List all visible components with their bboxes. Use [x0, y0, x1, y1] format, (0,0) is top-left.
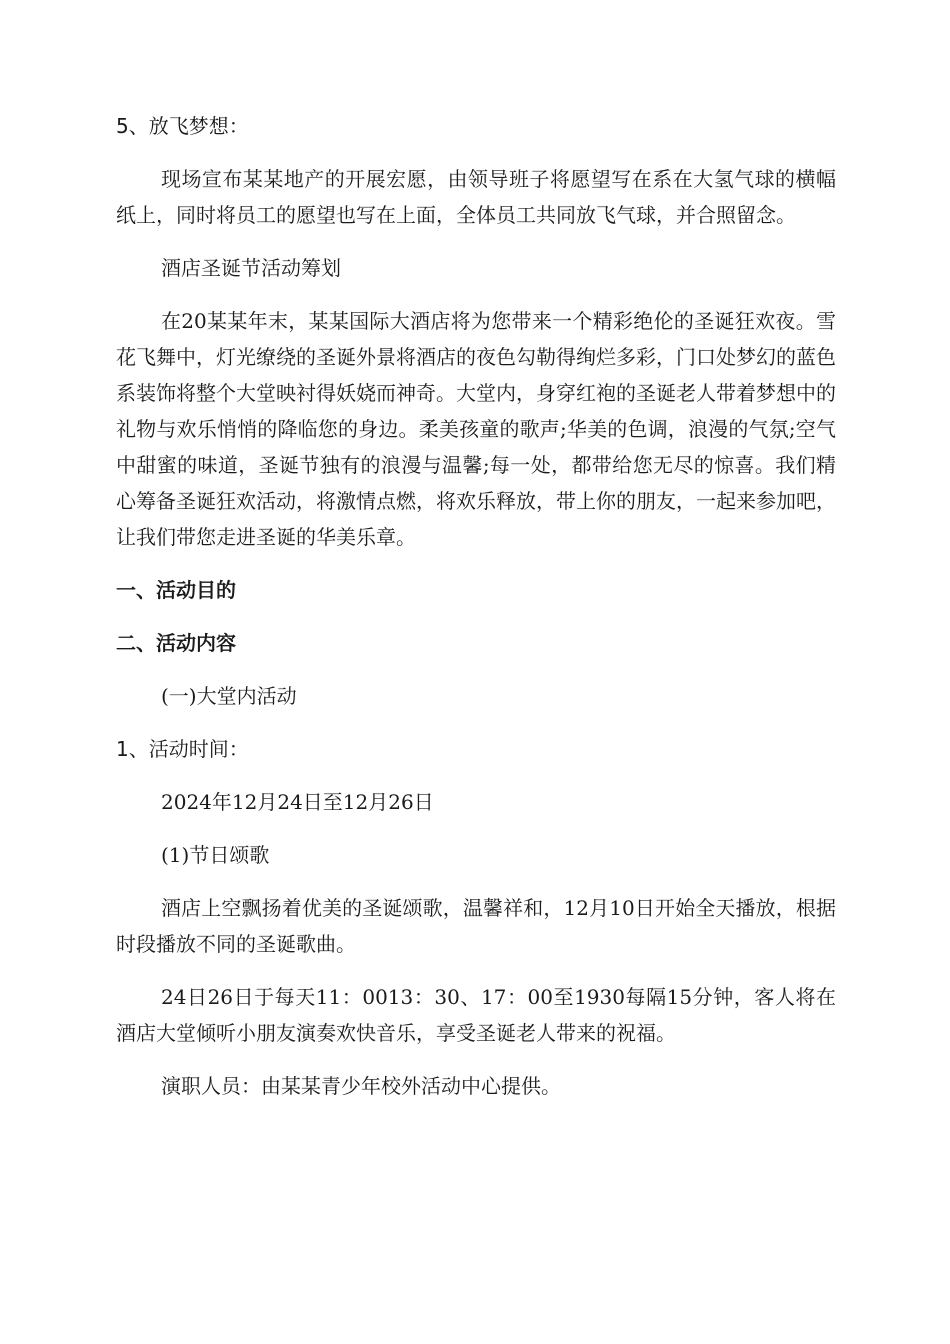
- paragraph-carol-broadcast: 酒店上空飘扬着优美的圣诞颂歌，温馨祥和，12月10日开始全天播放，根据时段播放不同的圣诞歌曲。: [116, 896, 836, 956]
- paragraph-performers: 演职人员：由某某青少年校外活动中心提供。: [161, 1074, 561, 1098]
- document-page: [116, 108, 836, 1104]
- item-heading-release-dreams: 5、放飞梦想：: [116, 114, 249, 138]
- subsection-lobby-activities: (一)大堂内活动: [161, 684, 297, 708]
- activity-date-range: 2024年12月24日至12月26日: [161, 790, 434, 814]
- section-heading-purpose: 一、活动目的: [116, 578, 236, 602]
- section-heading-content: 二、活动内容: [116, 631, 236, 655]
- paragraph-christmas-intro: 在20某某年末，某某国际大酒店将为您带来一个精彩绝伦的圣诞狂欢夜。雪花飞舞中，灯光缭绕的圣诞外景将酒店的夜色勾勒得绚烂多彩，门口处梦幻的蓝色系装饰将整个大堂映衬得妖娆而神奇。大堂内，身穿红袍的圣诞老人带着梦想中的礼物与欢乐悄悄的降临您的身边。柔美孩童的歌声;华美的色调，浪漫的气氛;空气中甜蜜的味道，圣诞节独有的浪漫与温馨;每一处，都带给您无尽的惊喜。我们精心筹备圣诞狂欢活动，将激情点燃，将欢乐释放，带上你的朋友，一起来参加吧，让我们带您走进圣诞的华美乐章。: [116, 309, 836, 549]
- sub-item-holiday-carols: (1)节日颂歌: [161, 843, 270, 867]
- plan-title: 酒店圣诞节活动筹划: [161, 256, 341, 280]
- paragraph-balloon-release: 现场宣布某某地产的开展宏愿，由领导班子将愿望写在系在大氢气球的横幅纸上，同时将员工的愿望也写在上面，全体员工共同放飞气球，并合照留念。: [116, 167, 836, 227]
- paragraph-performance-schedule: 24日26日于每天11：0013：30、17：00至1930每隔15分钟，客人将在酒店大堂倾听小朋友演奏欢快音乐，享受圣诞老人带来的祝福。: [116, 985, 836, 1045]
- item-heading-activity-time: 1、活动时间：: [116, 737, 249, 761]
